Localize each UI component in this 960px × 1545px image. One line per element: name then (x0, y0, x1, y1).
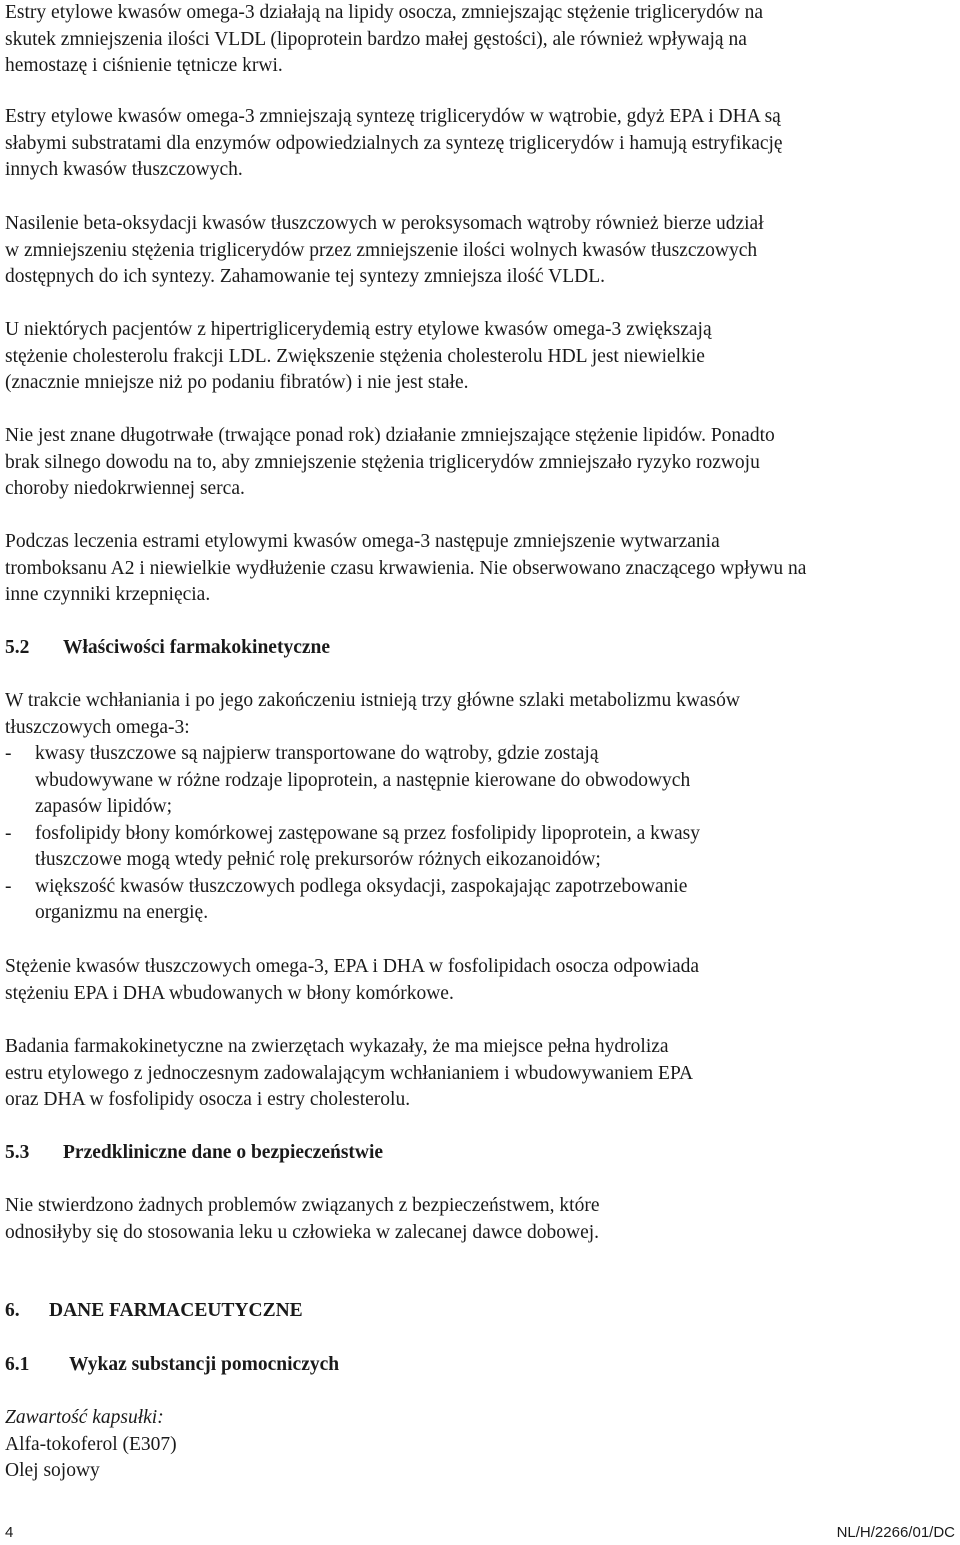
text-line: choroby niedokrwiennej serca. (5, 478, 245, 499)
excipient-item: Alfa-tokoferol (E307) (5, 1433, 177, 1455)
text-line: wbudowywane w różne rodzaje lipoprotein, a następnie kierowane do obwodowych (35, 769, 691, 791)
text-line: brak silnego dowodu na to, aby zmniejszenie stężenia triglicerydów zmniejszało ryzyko rozwoju (5, 451, 760, 473)
text-line: Badania farmakokinetyczne na zwierzętach wykazały, że ma miejsce pełna hydroliza (5, 1036, 669, 1057)
text-line: Nie jest znane długotrwałe (trwające ponad rok) działanie zmniejszające stężenie lipidów. Ponadto (5, 425, 775, 446)
excipient-item: Olej sojowy (5, 1460, 100, 1481)
paragraph-safety (5, 1193, 950, 1246)
text-line: Estry etylowe kwasów omega-3 działają na lipidy osocza, zmniejszając stężenie triglicerydów na (5, 2, 764, 23)
section-number: 5.3 (5, 1142, 30, 1163)
text-line: inne czynniki krzepnięcia. (5, 584, 211, 605)
document-reference: NL/H/2266/01/DC (836, 1524, 955, 1541)
page-number: 4 (5, 1524, 14, 1541)
text-line: kwasy tłuszczowe są najpierw transportowane do wątroby, gdzie zostają (35, 743, 599, 764)
section-number: 6. (5, 1300, 20, 1321)
list-item (5, 874, 950, 927)
paragraph-thromboxane (5, 529, 950, 609)
section-heading-6 (5, 1298, 950, 1325)
section-heading-5-2 (5, 635, 950, 662)
text-line: tromboksanu A2 i niewielkie wydłużenie czasu krwawienia. Nie obserwowano znaczącego wpływu na (5, 557, 807, 579)
text-line: W trakcie wchłaniania i po jego zakończeniu istnieją trzy główne szlaki metabolizmu kwasów (5, 690, 740, 711)
text-line: stężeniu EPA i DHA wbudowanych w błony komórkowe. (5, 982, 454, 1004)
section-number: 6.1 (5, 1354, 30, 1375)
text-line: Stężenie kwasów tłuszczowych omega-3, EPA i DHA w fosfolipidach osocza odpowiada (5, 956, 700, 977)
text-line: słabymi substratami dla enzymów odpowiedzialnych za syntezę triglicerydów i hamują estryfikację (5, 132, 783, 154)
metabolic-pathways-list (5, 741, 950, 927)
text-line: hemostazę i ciśnienie tętnicze krwi. (5, 55, 283, 76)
section-title: DANE FARMACEUTYCZNE (49, 1300, 303, 1321)
list-dash: - (5, 743, 12, 764)
paragraph-ldl-hdl (5, 317, 950, 397)
text-line: estru etylowego z jednoczesnym zadowalającym wchłanianiem i wbudowywaniem EPA (5, 1062, 694, 1084)
text-line: Nie stwierdzono żadnych problemów związanych z bezpieczeństwem, które (5, 1195, 600, 1216)
section-title: Właściwości farmakokinetyczne (63, 637, 331, 658)
paragraph-lipid-effects (5, 0, 950, 80)
list-dash: - (5, 822, 12, 844)
list-dash: - (5, 875, 12, 897)
section-heading-5-3 (5, 1140, 950, 1167)
text-line: oraz DHA w fosfolipidy osocza i estry cholesterolu. (5, 1089, 411, 1110)
text-line: organizmu na energię. (35, 902, 209, 923)
section-number: 5.2 (5, 637, 30, 658)
text-line: Nasilenie beta-oksydacji kwasów tłuszczowych w peroksysomach wątroby również bierze udział (5, 213, 764, 234)
section-title: Przedkliniczne dane o bezpieczeństwie (63, 1142, 384, 1163)
excipients-block (5, 1405, 950, 1485)
paragraph-plasma-phospholipids (5, 954, 950, 1007)
text-line: Estry etylowe kwasów omega-3 zmniejszają syntezę triglicerydów w wątrobie, gdyż EPA i DHA są (5, 106, 781, 127)
section-heading-6-1 (5, 1352, 950, 1379)
text-line: skutek zmniejszenia ilości VLDL (lipoprotein bardzo małej gęstości), ale również wpływają na (5, 28, 747, 50)
text-line: tłuszczowe mogą wtedy pełnić rolę prekursorów różnych eikozanoidów; (35, 849, 601, 870)
section-title: Wykaz substancji pomocniczych (69, 1354, 340, 1375)
text-line: większość kwasów tłuszczowych podlega oksydacji, zaspokajając zapotrzebowanie (35, 875, 688, 897)
text-line: w zmniejszeniu stężenia triglicerydów przez zmniejszenie ilości wolnych kwasów tłuszczowych (5, 239, 758, 261)
text-line: (znacznie mniejsze niż po podaniu fibratów) i nie jest stałe. (5, 372, 469, 393)
text-line: stężenie cholesterolu frakcji LDL. Zwiększenie stężenia cholesterolu HDL jest niewielkie (5, 345, 705, 367)
text-line: innych kwasów tłuszczowych. (5, 159, 243, 180)
capsule-content-label: Zawartość kapsułki: (5, 1407, 164, 1428)
paragraph-animal-studies (5, 1034, 950, 1114)
paragraph-long-term-effect (5, 423, 950, 503)
list-item (5, 741, 950, 821)
list-item (5, 821, 950, 874)
text-line: fosfolipidy błony komórkowej zastępowane są przez fosfolipidy lipoprotein, a kwasy (35, 822, 701, 844)
paragraph-absorption (5, 688, 950, 741)
text-line: dostępnych do ich syntezy. Zahamowanie tej syntezy zmniejsza ilość VLDL. (5, 266, 605, 287)
text-line: Podczas leczenia estrami etylowymi kwasów omega-3 następuje zmniejszenie wytwarzania (5, 531, 720, 552)
text-line: tłuszczowych omega-3: (5, 716, 190, 738)
text-line: odnosiłyby się do stosowania leku u człowieka w zalecanej dawce dobowej. (5, 1221, 600, 1243)
text-line: U niektórych pacjentów z hipertriglicerydemią estry etylowe kwasów omega-3 zwiększają (5, 319, 712, 340)
text-line: zapasów lipidów; (35, 796, 173, 817)
paragraph-beta-oxidation (5, 211, 950, 291)
paragraph-triglyceride-synthesis (5, 104, 950, 184)
